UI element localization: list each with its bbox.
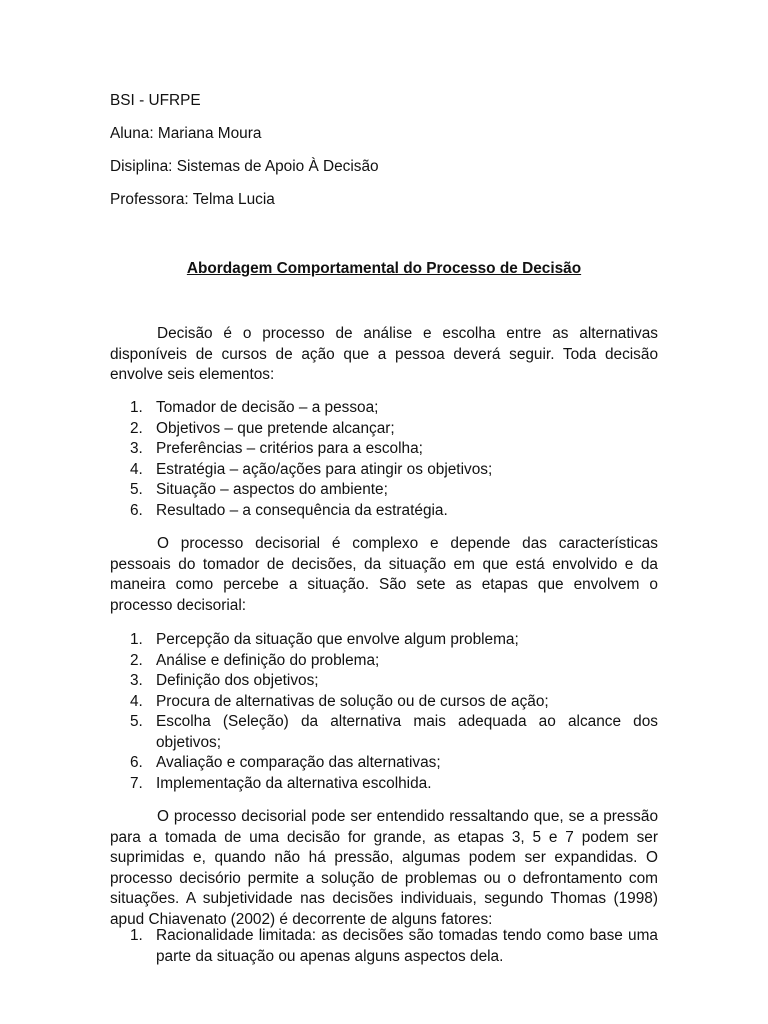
list-item-number: 4. [130,460,143,478]
list-item-text: Objetivos – que pretende alcançar; [156,419,395,437]
list-item-text: Análise e definição do problema; [156,651,380,669]
list-item [110,712,658,753]
institution-line: BSI - UFRPE [110,92,201,109]
list-item-number: 4. [130,692,143,710]
list-item-text: Procura de alternativas de solução ou de cursos de ação; [156,692,549,710]
paragraph-2-text: O processo decisorial é complexo e depende das características pessoais do tomador de decisões, da situação em que está envolvido e da maneira como percebe a situação. São sete as etapas que envolvem o processo decisorial: [110,535,658,614]
student-line: Aluna: Mariana Moura [110,125,262,142]
list-item [110,774,658,795]
list-item-number: 1. [130,927,143,944]
list-item-number: 6. [130,501,143,519]
paragraph-3 [110,807,658,930]
list-item-number: 2. [130,651,143,669]
list-item [110,460,658,481]
list-item-number: 7. [130,774,143,792]
list-item-number: 3. [130,440,143,457]
list-item-number: 5. [130,481,143,498]
list-item-text: Estratégia – ação/ações para atingir os objetivos; [156,460,493,478]
list-item [110,926,658,967]
list-item [110,630,658,651]
list-item-text: Resultado – a consequência da estratégia. [156,501,448,519]
list-item [110,753,658,774]
list-item-text: Tomador de decisão – a pessoa; [156,399,379,416]
list-item-text: Percepção da situação que envolve algum problema; [156,631,519,648]
list-item-number: 6. [130,754,143,771]
paragraph-1-text: Decisão é o processo de análise e escolha entre as alternativas disponíveis de cursos de ação que a pessoa deverá seguir. Toda decisão envolve seis elementos: [110,325,658,383]
list-item [110,398,658,419]
elements-list [110,398,658,521]
paragraph-2 [110,534,658,616]
paragraph-3-text: O processo decisorial pode ser entendido ressaltando que, se a pressão para a tomada de uma decisão for grande, as etapas 3, 5 e 7 podem ser suprimidas e, quando não há pressão, algumas podem ser expandidas. O processo decisório permite a solução de problemas ou o defrontamento com situações. A subjetividade nas decisões individuais, segundo Thomas (1998) apud Chiavenato (2002) é decorrente de alguns fatores: [110,808,658,928]
list-item-text: Situação – aspectos do ambiente; [156,481,388,498]
list-item [110,419,658,440]
list-item-text: Avaliação e comparação das alternativas; [156,754,441,771]
paragraph-1 [110,324,658,386]
list-item-number: 2. [130,419,143,437]
document-title: Abordagem Comportamental do Processo de Decisão [186,260,582,277]
stages-list [110,630,658,794]
list-item [110,671,658,692]
list-item-text: Implementação da alternativa escolhida. [156,774,432,792]
list-item [110,480,658,501]
factors-list [110,926,658,967]
list-item-text: Definição dos objetivos; [156,672,319,689]
list-item [110,501,658,522]
list-item-text: Racionalidade limitada: as decisões são tomadas tendo como base uma parte da situação ou apenas alguns aspectos dela. [156,927,658,965]
discipline-line: Disiplina: Sistemas de Apoio À Decisão [110,158,379,175]
list-item-text: Preferências – critérios para a escolha; [156,440,423,457]
list-item-text: Escolha (Seleção) da alternativa mais adequada ao alcance dos objetivos; [156,713,658,751]
list-item-number: 1. [130,399,143,416]
list-item [110,439,658,460]
list-item-number: 1. [130,631,143,648]
list-item [110,651,658,672]
list-item [110,692,658,713]
list-item-number: 5. [130,713,143,730]
list-item-number: 3. [130,672,143,689]
professor-line: Professora: Telma Lucia [110,191,275,208]
